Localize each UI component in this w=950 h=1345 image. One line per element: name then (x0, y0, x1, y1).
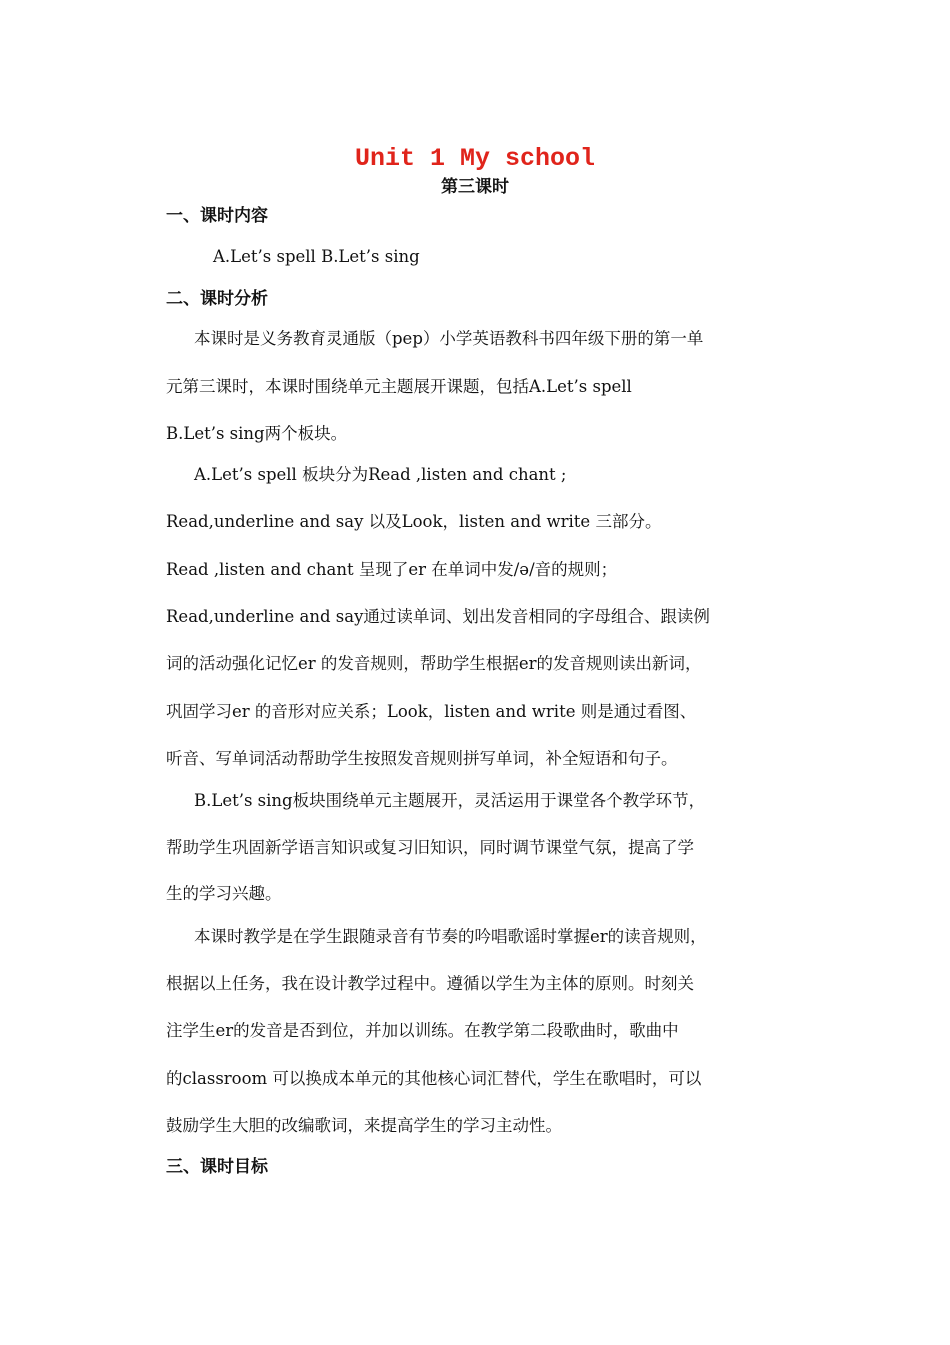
analysis-line: 巩固学习er 的音形对应关系；Look，listen and write 则是通过看图、 (166, 702, 697, 721)
section-heading-lesson-content: 一、课时内容 (166, 206, 268, 226)
analysis-line: 本课时是义务教育灵通版（pep）小学英语教科书四年级下册的第一单 (194, 329, 704, 348)
analysis-line: 听音、写单词活动帮助学生按照发音规则拼写单词，补全短语和句子。 (166, 749, 678, 768)
analysis-line: B.Let’s sing板块围绕单元主题展开，灵活运用于课堂各个教学环节， (194, 791, 706, 810)
analysis-line: 鼓励学生大胆的改编歌词，来提高学生的学习主动性。 (166, 1116, 562, 1135)
analysis-line: Read,underline and say通过读单词、划出发音相同的字母组合、跟读例 (166, 607, 710, 626)
document-title: Unit 1 My school (354, 144, 596, 173)
analysis-line: 本课时教学是在学生跟随录音有节奏的吟唱歌谣时掌握er的读音规则， (194, 927, 707, 946)
analysis-line: 元第三课时，本课时围绕单元主题展开课题，包括A.Let’s spell (166, 377, 632, 396)
analysis-line: 生的学习兴趣。 (166, 884, 282, 903)
analysis-line: Read,underline and say 以及Look，listen and write 三部分。 (166, 512, 662, 531)
section-heading-lesson-analysis: 二、课时分析 (166, 289, 268, 309)
analysis-line: 的classroom 可以换成本单元的其他核心词汇替代，学生在歌唱时，可以 (166, 1069, 702, 1088)
analysis-line: 注学生er的发音是否到位，并加以训练。在教学第二段歌曲时，歌曲中 (166, 1021, 679, 1040)
analysis-line: 根据以上任务，我在设计教学过程中。遵循以学生为主体的原则。时刻关 (166, 974, 694, 993)
lesson-content-text: A.Let’s spell B.Let’s sing (213, 247, 420, 266)
analysis-line: A.Let’s spell 板块分为Read ,listen and chant ; (194, 465, 567, 484)
section-heading-lesson-goals: 三、课时目标 (166, 1157, 268, 1177)
analysis-line: 词的活动强化记忆er 的发音规则，帮助学生根据er的发音规则读出新词， (166, 654, 702, 673)
document-subtitle: 第三课时 (441, 177, 509, 197)
analysis-line: Read ,listen and chant 呈现了er 在单词中发/ə/音的规则； (166, 560, 618, 579)
analysis-line: 帮助学生巩固新学语言知识或复习旧知识，同时调节课堂气氛，提高了学 (166, 838, 694, 857)
analysis-line: B.Let’s sing两个板块。 (166, 424, 348, 443)
